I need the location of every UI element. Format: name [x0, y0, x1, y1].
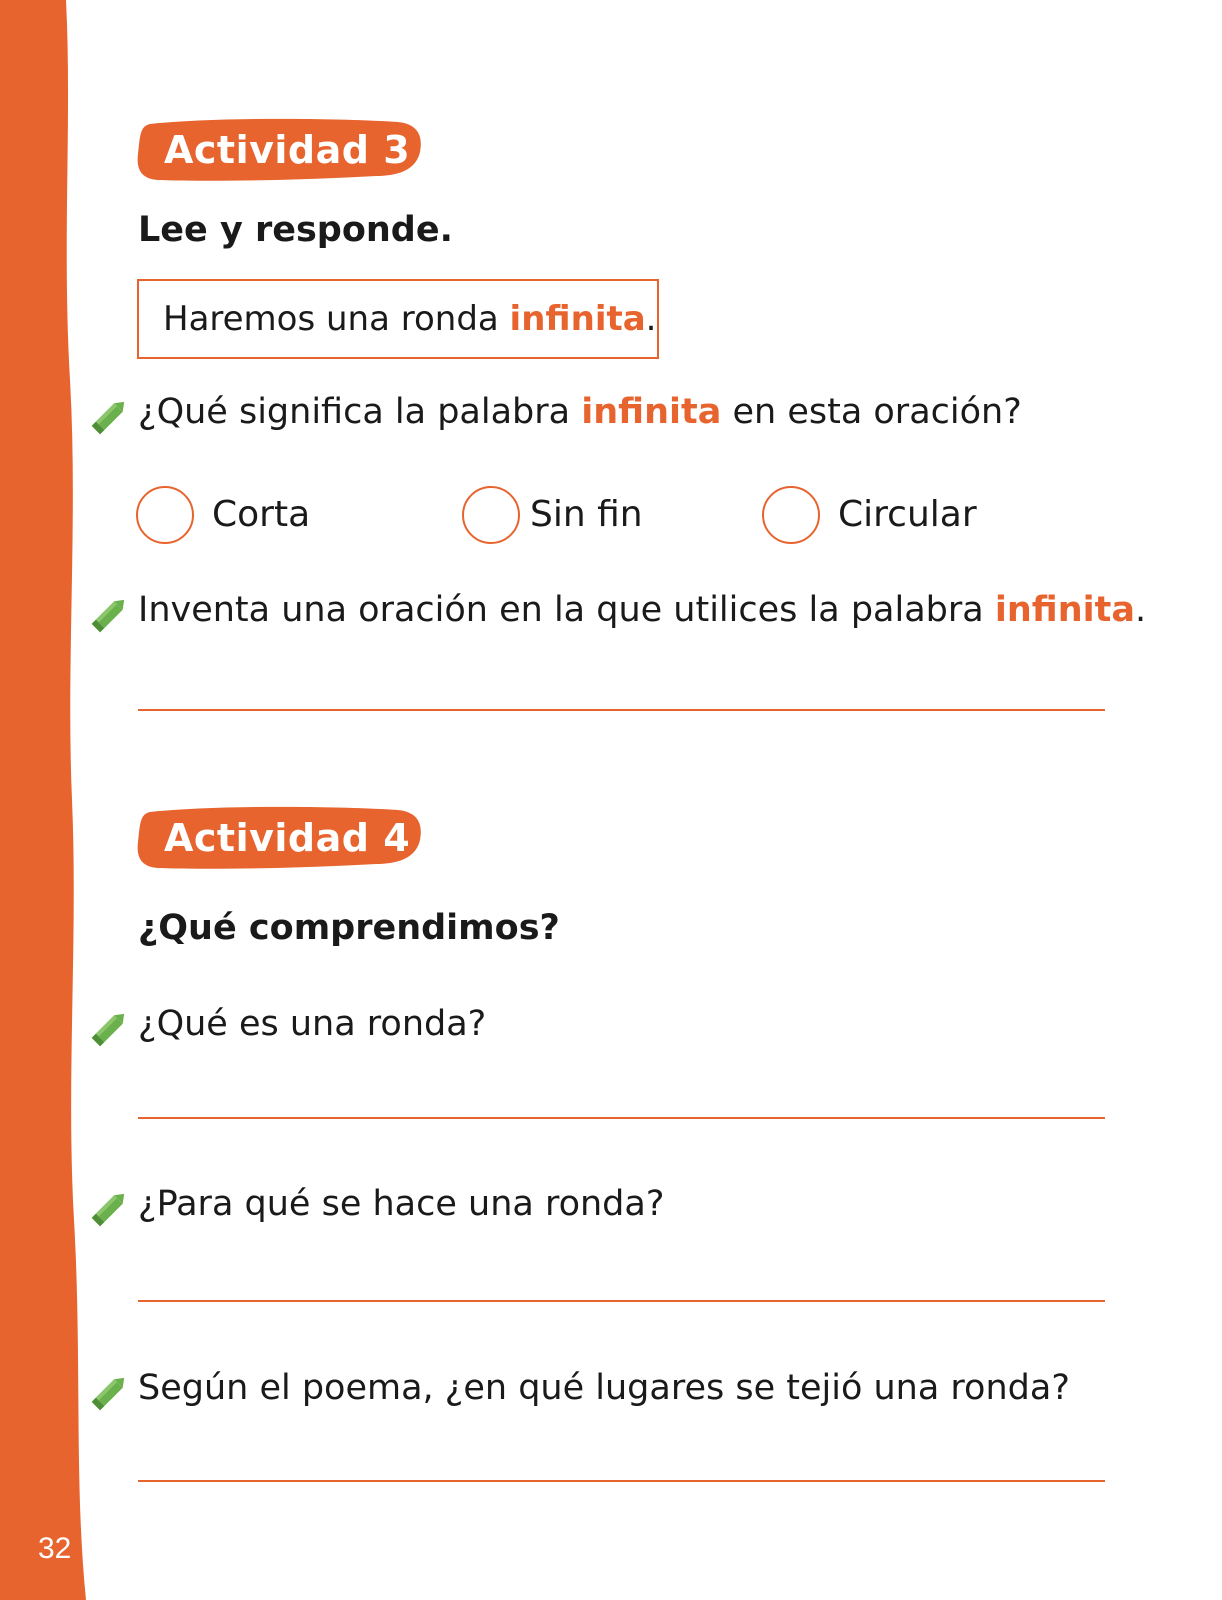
- question-2-highlight: infinita: [994, 590, 1135, 630]
- question-1-after: en esta oración?: [721, 392, 1022, 432]
- sentence-highlight: infinita: [509, 299, 646, 339]
- answer-line[interactable]: [138, 709, 1105, 711]
- activity-4-title: Actividad 4: [164, 816, 411, 860]
- activity-3-badge: [136, 118, 424, 182]
- activity-3-instruction: Lee y responde.: [138, 210, 453, 250]
- sentence-before: Haremos una ronda: [163, 299, 510, 339]
- option-radio[interactable]: [136, 486, 194, 544]
- sentence-after: .: [645, 299, 657, 339]
- question-text: [138, 590, 1146, 630]
- question-text: ¿Para qué se hace una ronda?: [138, 1184, 665, 1224]
- question-2-before: Inventa una oración en la que utilices la palabra: [138, 590, 995, 630]
- question-text: [138, 392, 1022, 432]
- pencil-icon: [88, 1006, 132, 1050]
- option-label: Circular: [838, 494, 977, 535]
- sentence-box: [137, 279, 659, 359]
- activity-3-title: Actividad 3: [164, 128, 411, 172]
- option-radio[interactable]: [462, 486, 520, 544]
- pencil-icon: [88, 1370, 132, 1414]
- page-number: 32: [38, 1532, 72, 1565]
- activity-4-badge: [136, 806, 424, 870]
- answer-line[interactable]: [138, 1300, 1105, 1302]
- option-label: Corta: [212, 494, 311, 535]
- pencil-icon: [88, 592, 132, 636]
- answer-line[interactable]: [138, 1117, 1105, 1119]
- side-band: [0, 0, 100, 1600]
- question-1-highlight: infinita: [581, 392, 722, 432]
- question-text: Según el poema, ¿en qué lugares se tejió una ronda?: [138, 1368, 1070, 1408]
- question-2-after: .: [1134, 590, 1147, 630]
- pencil-icon: [88, 1186, 132, 1230]
- activity-4-instruction: ¿Qué comprendimos?: [138, 908, 560, 948]
- option-radio[interactable]: [762, 486, 820, 544]
- question-1-before: ¿Qué significa la palabra: [138, 392, 582, 432]
- question-text: ¿Qué es una ronda?: [138, 1004, 487, 1044]
- sentence-text: [163, 299, 656, 339]
- answer-line[interactable]: [138, 1480, 1105, 1482]
- option-label: Sin fin: [530, 494, 643, 535]
- pencil-icon: [88, 394, 132, 438]
